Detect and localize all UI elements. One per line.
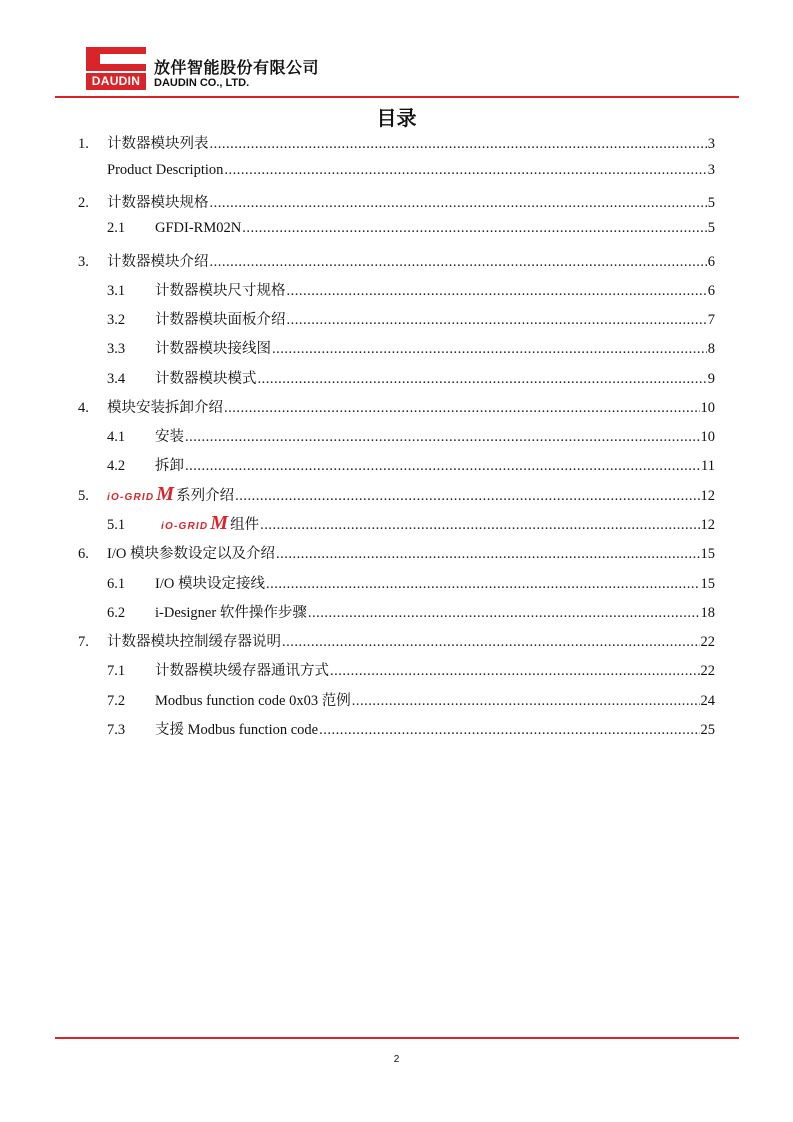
toc-entry[interactable]	[107, 162, 715, 182]
toc-leader	[272, 341, 707, 358]
toc-entry-page: 3	[707, 136, 715, 152]
toc-leader	[185, 458, 700, 475]
toc-entry[interactable]	[107, 308, 715, 328]
toc-entry[interactable]	[107, 454, 715, 474]
toc-entry-number: 4.	[78, 400, 89, 416]
toc-leader	[266, 576, 700, 593]
toc-leader	[260, 517, 699, 534]
toc-entry-text: I/O 模块参数设定以及介绍	[107, 546, 275, 562]
toc-entry-text: 计数器模块尺寸规格	[155, 283, 286, 299]
company-name-cn: 放伴智能股份有限公司	[154, 58, 320, 77]
toc-entry-page: 15	[700, 576, 715, 592]
footer-divider	[55, 1037, 739, 1039]
toc-entry-page: 5	[707, 195, 715, 211]
toc-entry-number: 3.1	[107, 283, 126, 299]
toc-entry-number: 3.4	[107, 371, 126, 387]
toc-leader	[210, 136, 707, 153]
toc-entry-page: 8	[707, 341, 715, 357]
toc-entry-page: 22	[700, 663, 715, 679]
io-grid-logo-text: iO-GRID	[161, 521, 209, 532]
toc-title: 目录	[376, 106, 417, 130]
toc-entry[interactable]	[107, 659, 715, 679]
toc-entry-number: 6.	[78, 546, 89, 562]
toc-entry[interactable]	[107, 367, 715, 387]
toc-entry-text: Modbus function code 0x03 范例	[155, 693, 351, 709]
toc-entry-page: 12	[700, 488, 715, 504]
toc-entry[interactable]	[78, 542, 715, 562]
toc-entry-text: I/O 模块设定接线	[155, 576, 265, 592]
toc-entry-number: 2.1	[107, 220, 126, 236]
toc-entry-page: 10	[700, 400, 715, 416]
toc-leader	[258, 371, 707, 388]
toc-entry-text: 支援 Modbus function code	[155, 722, 319, 738]
toc-entry-page: 18	[700, 605, 715, 621]
toc-leader	[287, 312, 707, 329]
toc-entry-number: 3.3	[107, 341, 126, 357]
toc-entry-page: 24	[700, 693, 715, 709]
toc-entry-text: 计数器模块缓存器通讯方式	[155, 663, 329, 679]
toc-entry-text: 拆卸	[155, 458, 184, 474]
toc-entry[interactable]	[78, 250, 715, 270]
toc-entry[interactable]	[107, 689, 715, 709]
io-grid-m-logo	[161, 513, 228, 533]
toc-entry-page: 10	[700, 429, 715, 445]
toc-entry-page: 6	[707, 283, 715, 299]
toc-entry-text: 模块安装拆卸介绍	[107, 400, 223, 416]
toc-entry-number: 2.	[78, 195, 89, 211]
io-grid-logo-text: iO-GRID	[107, 492, 155, 503]
toc-entry-number: 1.	[78, 136, 89, 152]
toc-leader	[276, 546, 700, 563]
io-grid-logo-m: M	[210, 512, 229, 534]
toc-leader	[210, 254, 707, 271]
toc-entry-text: 计数器模块介绍	[107, 254, 209, 270]
toc-entry-number: 7.1	[107, 663, 126, 679]
toc-entry-text: 计数器模块接线图	[155, 341, 271, 357]
toc-entry-text: 计数器模块规格	[107, 195, 209, 211]
toc-entry[interactable]	[107, 513, 715, 533]
toc-leader	[224, 162, 706, 179]
toc-entry-number: 5.	[78, 488, 89, 504]
toc-leader	[308, 605, 700, 622]
toc-leader	[185, 429, 700, 446]
toc-entry-text: 安装	[155, 429, 184, 445]
toc-entry-text: 计数器模块控制缓存器说明	[107, 634, 281, 650]
toc-entry-text: i-Designer 软件操作步骤	[155, 605, 307, 621]
toc-entry[interactable]	[107, 425, 715, 445]
toc-entry[interactable]	[107, 220, 715, 240]
toc-entry-number: 6.2	[107, 605, 126, 621]
toc-leader	[235, 488, 699, 505]
toc-entry[interactable]	[107, 601, 715, 621]
toc-entry-number: 5.1	[107, 517, 126, 533]
toc-entry-page: 25	[700, 722, 715, 738]
toc-leader	[210, 195, 707, 212]
toc-entry-text: 计数器模块模式	[155, 371, 257, 387]
toc-entry-number: 3.	[78, 254, 89, 270]
toc-entry-page: 7	[707, 312, 715, 328]
page-number: 2	[393, 1054, 400, 1065]
toc-entry-number: 4.1	[107, 429, 126, 445]
toc-entry-page: 15	[700, 546, 715, 562]
toc-entry-text: GFDI-RM02N	[155, 220, 242, 236]
logo-text: DAUDIN	[86, 73, 146, 90]
toc-entry-page: 6	[707, 254, 715, 270]
toc-entry[interactable]	[78, 132, 715, 152]
toc-entry[interactable]	[107, 718, 715, 738]
toc-entry-number: 7.2	[107, 693, 126, 709]
toc-leader	[287, 283, 707, 300]
toc-entry-number: 6.1	[107, 576, 126, 592]
toc-entry[interactable]	[78, 484, 715, 504]
io-grid-m-logo	[107, 484, 174, 504]
toc-entry-text: Product Description	[107, 162, 224, 178]
toc-entry-page: 12	[700, 517, 715, 533]
toc-entry[interactable]	[78, 630, 715, 650]
toc-entry-page: 9	[707, 371, 715, 387]
io-grid-logo-m: M	[156, 483, 175, 505]
toc-entry-text: 计数器模块列表	[107, 136, 209, 152]
company-name-en: DAUDIN CO., LTD.	[154, 77, 250, 89]
toc-entry-text: 组件	[230, 517, 260, 533]
toc-leader	[242, 220, 707, 237]
toc-entry[interactable]	[78, 191, 715, 211]
toc-leader	[352, 693, 700, 710]
toc-entry-page: 3	[707, 162, 715, 178]
toc-entry-text: 计数器模块面板介绍	[155, 312, 286, 328]
toc-entry-page: 11	[701, 458, 715, 474]
toc-leader	[224, 400, 700, 417]
toc-entry-page: 5	[707, 220, 715, 236]
toc-entry[interactable]	[107, 279, 715, 299]
toc-entry-number: 3.2	[107, 312, 126, 328]
toc-entry-number: 4.2	[107, 458, 126, 474]
toc-entry-text: 系列介绍	[176, 488, 235, 504]
toc-leader	[282, 634, 700, 651]
toc-entry[interactable]	[78, 396, 715, 416]
toc-leader	[330, 663, 700, 680]
toc-entry-number: 7.3	[107, 722, 126, 738]
toc-entry-number: 7.	[78, 634, 89, 650]
toc-entry-page: 22	[700, 634, 715, 650]
toc-leader	[319, 722, 699, 739]
toc-entry[interactable]	[107, 337, 715, 357]
toc-entry[interactable]	[107, 572, 715, 592]
